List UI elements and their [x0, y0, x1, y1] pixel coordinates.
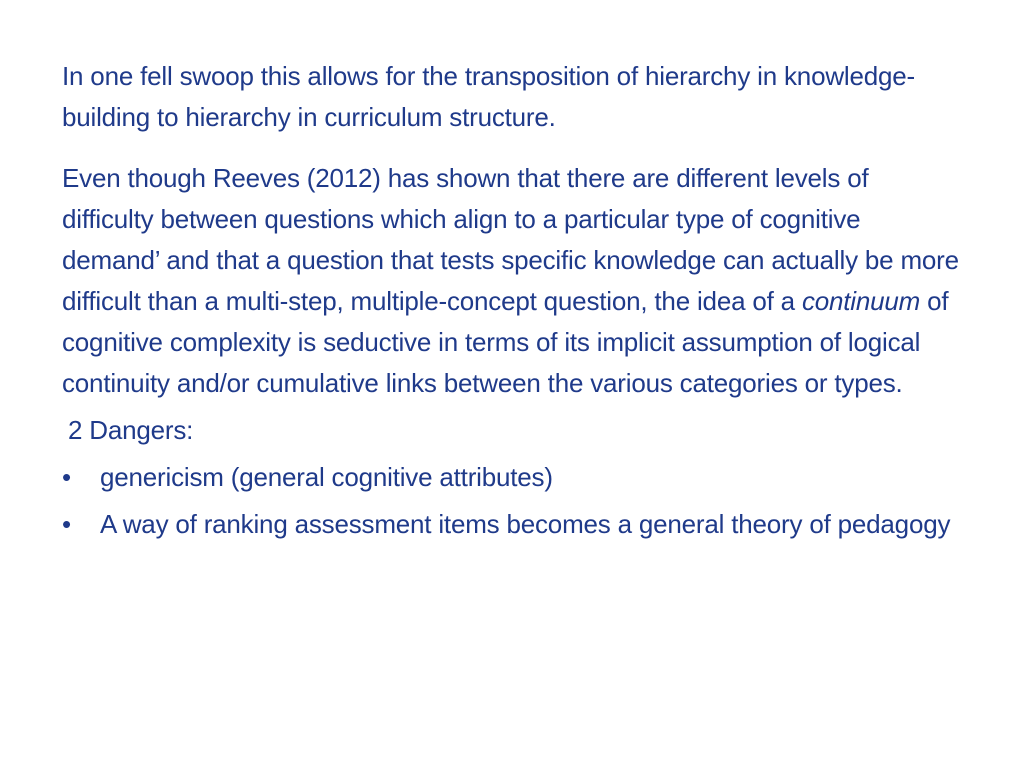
- paragraph-reeves-text-end: of cognitive complexity is seductive in terms of its implicit assumption of logical continuity and/or cumulative links between the various categories or types.: [62, 286, 949, 398]
- bullet-icon: •: [62, 462, 71, 492]
- bullet-icon: •: [62, 509, 71, 539]
- list-item-genericism: [62, 457, 962, 498]
- emphasis-continuum: continuum: [801, 286, 921, 316]
- list-item-ranking: [62, 504, 962, 545]
- paragraph-reeves: [62, 158, 962, 404]
- list-item-text: A way of ranking assessment items becomes a general theory of pedagogy: [100, 509, 951, 539]
- paragraph-transposition: In one fell swoop this allows for the transposition of hierarchy in knowledge-building to hierarchy in curriculum structure.: [62, 61, 915, 132]
- paragraph-reeves-text-start: Even though Reeves (2012) has shown that there are different levels of difficulty between questions which align to a particular type of cognitive demand’ and that a question that tests specific knowledge can actually be more difficult than a multi-step, multiple-concept question, the idea of a: [62, 163, 959, 316]
- dangers-heading: 2 Dangers:: [68, 415, 194, 445]
- list-item-text: genericism (general cognitive attributes): [100, 462, 553, 492]
- slide-body: [62, 56, 962, 551]
- dangers-list: [62, 457, 962, 545]
